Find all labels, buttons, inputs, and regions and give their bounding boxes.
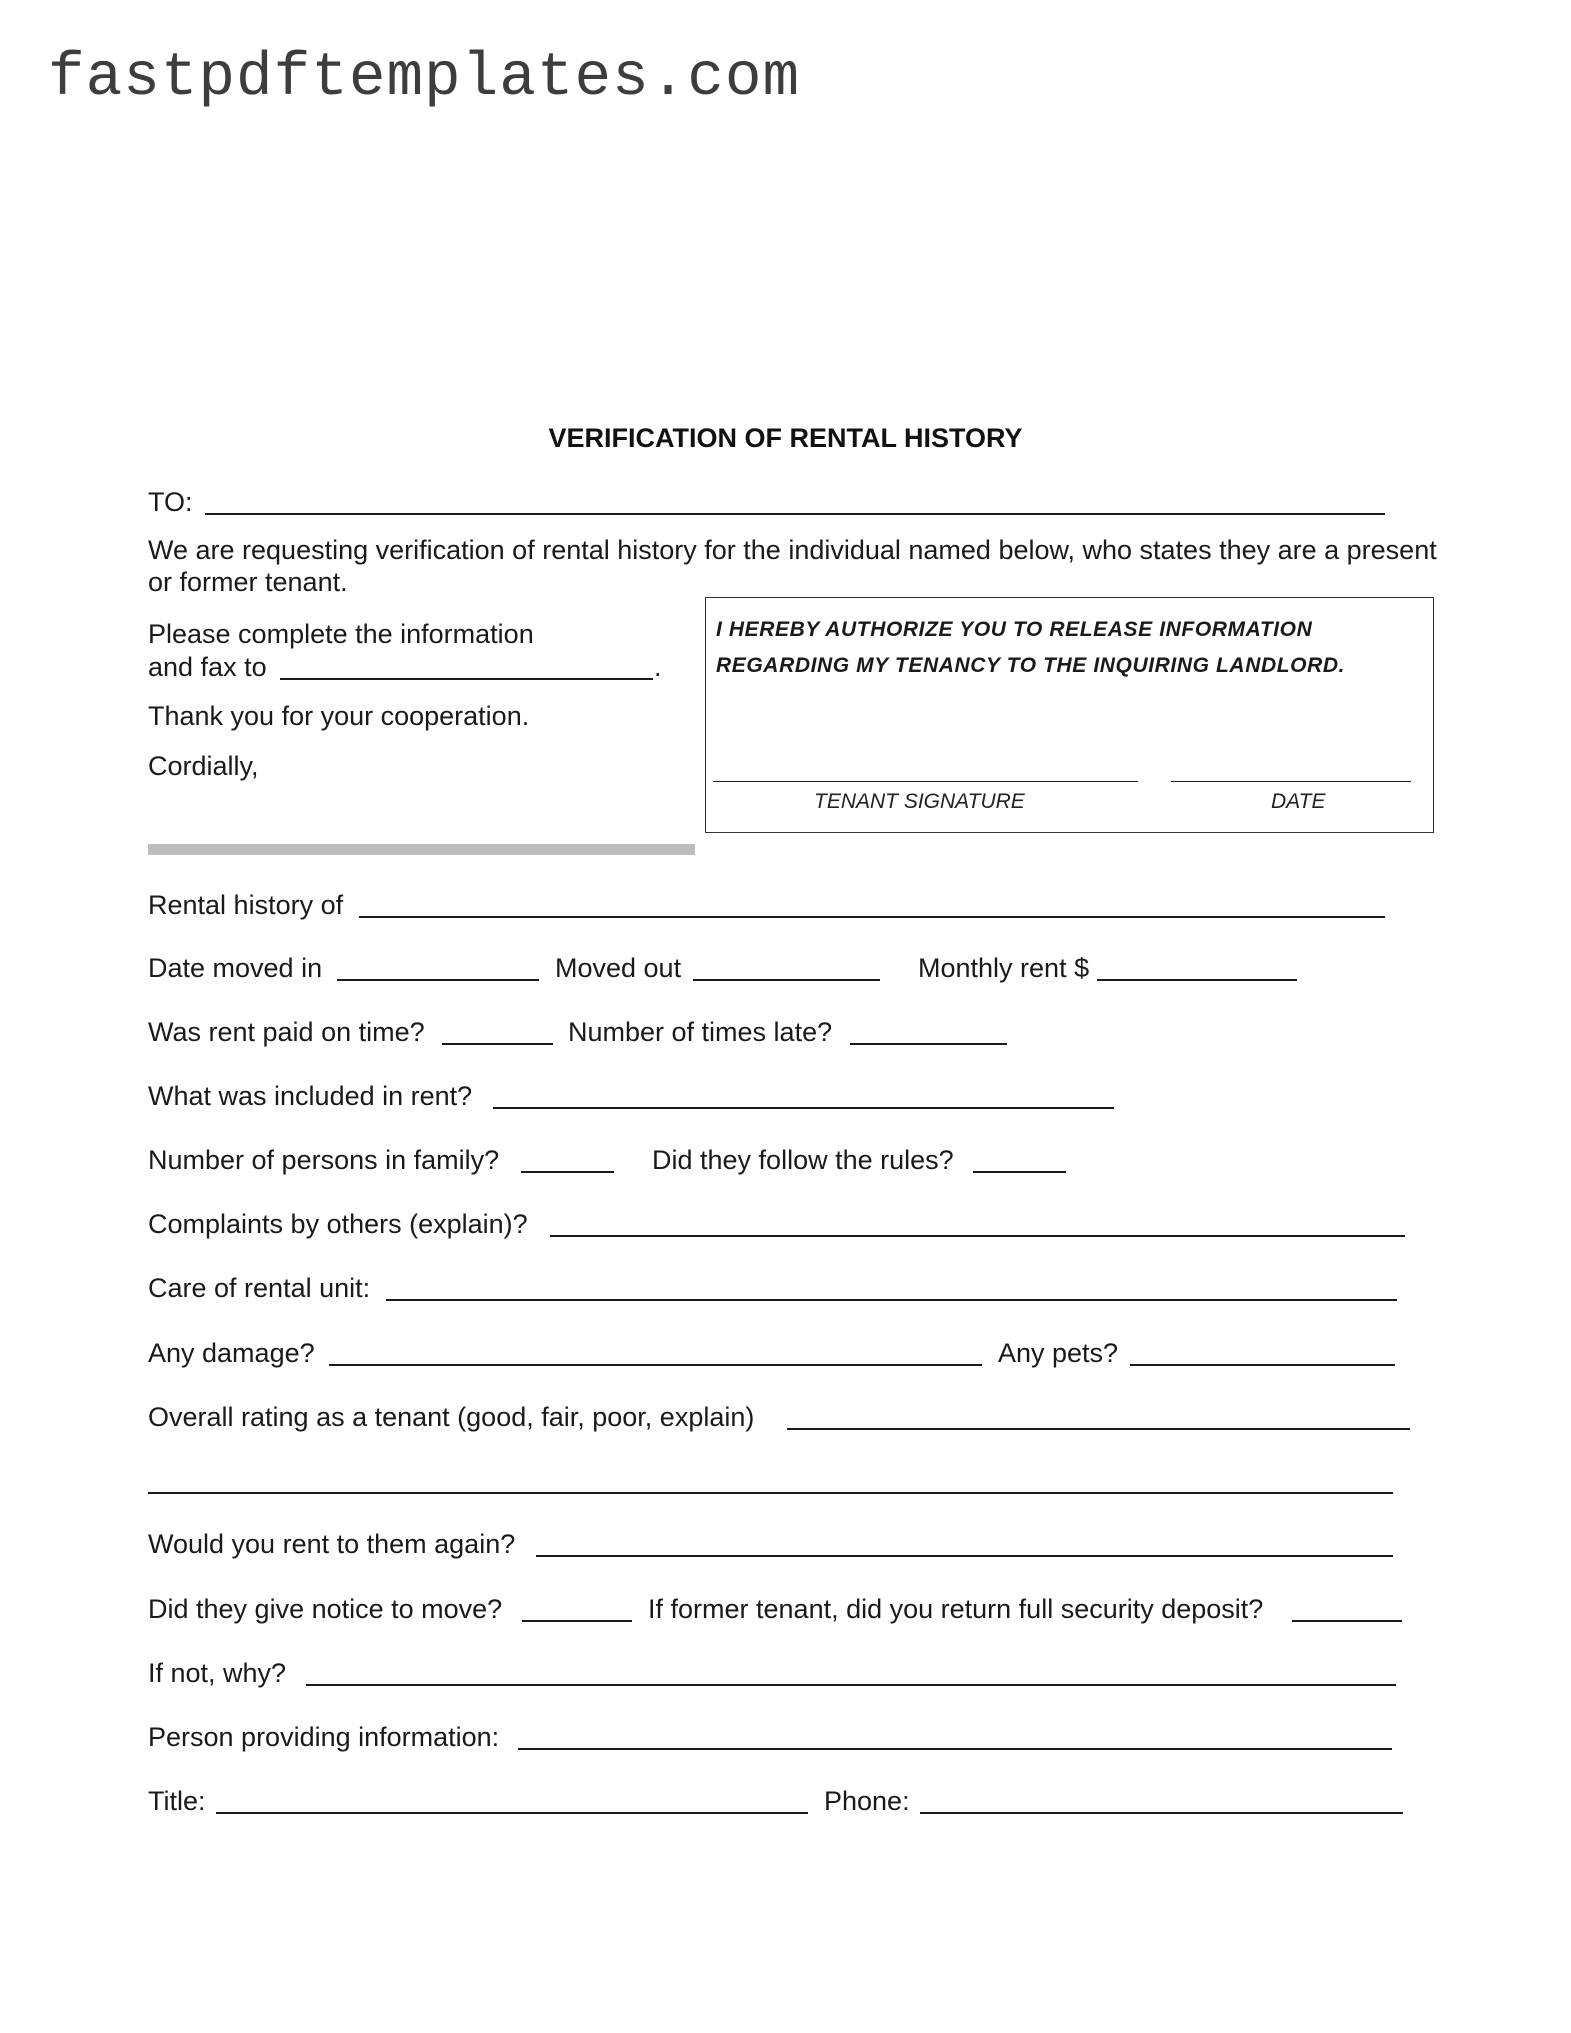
authorization-line2: REGARDING MY TENANCY TO THE INQUIRING LANDLORD. <box>716 654 1346 677</box>
moved-out-field[interactable] <box>693 979 880 981</box>
tenant-signature-label: TENANT SIGNATURE <box>814 790 1025 813</box>
phone-field[interactable] <box>920 1812 1403 1814</box>
overall-rating-field[interactable] <box>787 1428 1410 1430</box>
thanks-text: Thank you for your cooperation. <box>148 701 530 731</box>
landlord-signature-bar <box>148 844 695 855</box>
any-damage-field[interactable] <box>329 1364 982 1366</box>
monthly-rent-field[interactable] <box>1097 979 1297 981</box>
signature-date-field[interactable] <box>1171 781 1411 782</box>
intro-text: We are requesting verification of rental history for the individual named below, who states they are a present or former tenant. <box>148 535 1437 597</box>
to-label: TO: <box>148 487 193 517</box>
overall-rating-field-line2[interactable] <box>148 1492 1393 1494</box>
included-in-rent-label: What was included in rent? <box>148 1081 473 1111</box>
follow-rules-label: Did they follow the rules? <box>652 1145 954 1175</box>
date-moved-in-field[interactable] <box>337 979 539 981</box>
rental-history-field[interactable] <box>359 916 1385 918</box>
complaints-field[interactable] <box>550 1235 1405 1237</box>
care-of-unit-label: Care of rental unit: <box>148 1273 371 1303</box>
closing-text: Cordially, <box>148 751 259 781</box>
to-field[interactable] <box>205 513 1385 515</box>
overall-rating-label: Overall rating as a tenant (good, fair, poor, explain) <box>148 1402 755 1432</box>
gave-notice-field[interactable] <box>522 1620 632 1622</box>
authorization-box <box>705 597 1434 833</box>
authorization-text <box>716 612 1416 684</box>
rent-on-time-field[interactable] <box>442 1043 553 1045</box>
monthly-rent-label: Monthly rent $ <box>918 953 1090 983</box>
watermark: fastpdftemplates.com <box>48 44 801 113</box>
rent-on-time-label: Was rent paid on time? <box>148 1017 425 1047</box>
fax-number-field[interactable] <box>280 678 653 680</box>
fax-text-line2: and fax to <box>148 652 267 682</box>
gave-notice-label: Did they give notice to move? <box>148 1594 503 1624</box>
care-of-unit-field[interactable] <box>386 1299 1397 1301</box>
fax-period: . <box>654 652 662 682</box>
rent-again-label: Would you rent to them again? <box>148 1529 516 1559</box>
page-title: VERIFICATION OF RENTAL HISTORY <box>548 423 1023 453</box>
any-pets-field[interactable] <box>1130 1364 1395 1366</box>
title-field[interactable] <box>216 1812 808 1814</box>
phone-label: Phone: <box>824 1786 910 1816</box>
included-in-rent-field[interactable] <box>493 1107 1114 1109</box>
deposit-returned-field[interactable] <box>1292 1620 1402 1622</box>
if-not-why-label: If not, why? <box>148 1658 287 1688</box>
persons-in-family-field[interactable] <box>521 1171 614 1173</box>
authorization-line1: I HEREBY AUTHORIZE YOU TO RELEASE INFORMATION <box>716 618 1313 641</box>
follow-rules-field[interactable] <box>973 1171 1066 1173</box>
rent-again-field[interactable] <box>536 1555 1393 1557</box>
complaints-label: Complaints by others (explain)? <box>148 1209 528 1239</box>
times-late-label: Number of times late? <box>568 1017 833 1047</box>
times-late-field[interactable] <box>850 1043 1007 1045</box>
any-damage-label: Any damage? <box>148 1338 315 1368</box>
rental-history-label: Rental history of <box>148 890 344 920</box>
any-pets-label: Any pets? <box>998 1338 1119 1368</box>
person-providing-field[interactable] <box>518 1748 1392 1750</box>
date-moved-in-label: Date moved in <box>148 953 323 983</box>
person-providing-label: Person providing information: <box>148 1722 500 1752</box>
deposit-returned-label: If former tenant, did you return full security deposit? <box>648 1594 1264 1624</box>
signature-date-label: DATE <box>1271 790 1326 813</box>
fax-text-line1: Please complete the information <box>148 619 534 649</box>
title-label: Title: <box>148 1786 206 1816</box>
tenant-signature-field[interactable] <box>713 781 1138 782</box>
moved-out-label: Moved out <box>555 953 682 983</box>
persons-in-family-label: Number of persons in family? <box>148 1145 500 1175</box>
if-not-why-field[interactable] <box>306 1684 1396 1686</box>
